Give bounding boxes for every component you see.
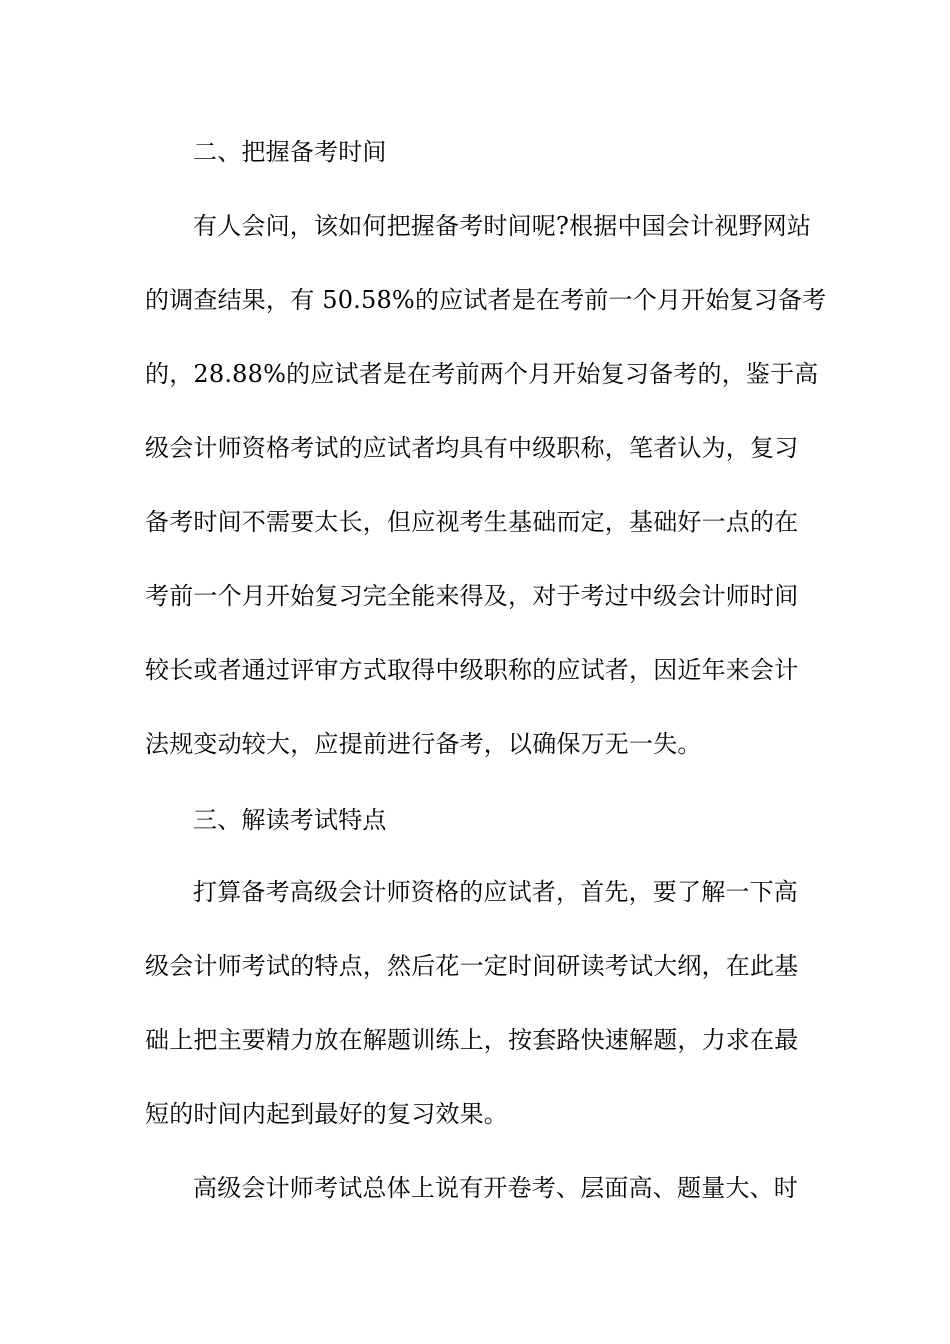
paragraph-line: 备考时间不需要太长，但应视考生基础而定，基础好一点的在 (145, 508, 799, 536)
paragraph-line: 打算备考高级会计师资格的应试者，首先，要了解一下高 (193, 878, 798, 906)
paragraph-line: 级会计师资格考试的应试者均具有中级职称，笔者认为，复习 (145, 434, 799, 462)
paragraph-line: 的，28.88%的应试者是在考前两个月开始复习备考的，鉴于高 (145, 360, 819, 388)
paragraph-line: 考前一个月开始复习完全能来得及，对于考过中级会计师时间 (145, 582, 799, 610)
section-heading: 三、解读考试特点 (193, 806, 387, 834)
paragraph-line: 法规变动较大，应提前进行备考，以确保万无一失。 (145, 730, 702, 758)
section-heading: 二、把握备考时间 (193, 138, 387, 166)
paragraph-line: 有人会问，该如何把握备考时间呢?根据中国会计视野网站 (193, 212, 812, 240)
paragraph-line: 高级会计师考试总体上说有开卷考、层面高、题量大、时 (193, 1174, 798, 1202)
paragraph-line: 级会计师考试的特点，然后花一定时间研读考试大纲，在此基 (145, 952, 799, 980)
paragraph-line: 较长或者通过评审方式取得中级职称的应试者，因近年来会计 (145, 656, 799, 684)
paragraph-line: 短的时间内起到最好的复习效果。 (145, 1100, 508, 1128)
paragraph-line: 础上把主要精力放在解题训练上，按套路快速解题，力求在最 (145, 1026, 799, 1054)
paragraph-line: 的调查结果，有 50.58%的应试者是在考前一个月开始复习备考 (145, 286, 827, 314)
